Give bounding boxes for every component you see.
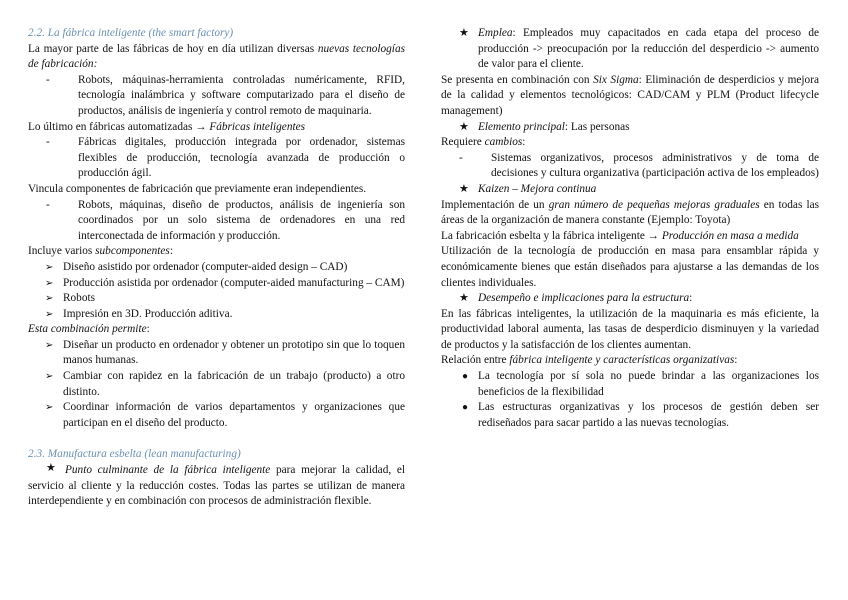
dash-marker: - [459, 151, 463, 164]
text: La fabricación esbelta y la fábrica inteligente → [441, 229, 662, 242]
star-list-item [28, 463, 405, 510]
arrow-bullet-icon: ➢ [45, 339, 54, 351]
text: La mayor parte de las fábricas de hoy en día utilizan diversas [28, 42, 318, 55]
star-list-item [441, 291, 819, 307]
text: : Eliminación de desperdicios y mejora de la calidad y elementos tecnológicos: CAD/CAM y PLM (Product lifecycle management) [441, 73, 819, 117]
text-italic: Desempeño e implicaciones para la estructura [478, 292, 690, 305]
list-text: La tecnología por sí sola no puede brindar a las organizaciones los beneficios de la flexibilidad [478, 370, 819, 398]
left-column [28, 26, 405, 510]
text: : [689, 292, 693, 305]
paragraph: En las fábricas inteligentes, la utilización de la maquinaria es más eficiente, la productividad laboral aumenta, las tasas de desperdicio disminuyen y la variedad de productos y la satisfacción de los clientes aumentan. [441, 307, 819, 351]
dash-marker: - [46, 198, 50, 211]
text-italic: Producción en masa a medida [661, 229, 799, 242]
bullet-list-item [441, 369, 819, 400]
list-text: Robots, máquinas-herramienta controladas numéricamente, RFID, tecnología inalámbrica y software computarizado para el diseño de productos, análisis de ingeniería y control remoto de maquinaria. [78, 73, 405, 117]
star-icon: ★ [46, 462, 56, 475]
paragraph [441, 353, 819, 369]
paragraph [28, 42, 405, 73]
text-italic: Six Sigma [593, 73, 639, 86]
spacer [28, 431, 405, 447]
text: : Empleados muy capacitados en cada etapa del proceso de producción -> preocupación por la reducción del desperdicio -> aumento de valor para el cliente. [478, 27, 819, 71]
arrow-list-item [28, 338, 405, 369]
text: en todas las áreas de la organización de manera constante (Ejemplo: Toyota) [441, 198, 819, 227]
arrow-list-item [28, 369, 405, 400]
list-text: Coordinar información de varios departamentos y organizaciones que participan en el diseño del producto. [63, 401, 405, 429]
dash-list-item [28, 73, 405, 120]
arrow-bullet-icon: ➢ [45, 308, 54, 320]
star-list-item [441, 120, 819, 136]
text: Implementación de un [441, 198, 549, 211]
paragraph [441, 73, 819, 120]
arrow-list-item [28, 276, 405, 292]
text: : [169, 245, 173, 258]
paragraph [28, 244, 405, 260]
text: Incluye varios [28, 245, 96, 258]
text: : [734, 354, 738, 367]
text-italic: Elemento principal [478, 120, 565, 133]
arrow-list-item [28, 260, 405, 276]
paragraph [441, 198, 819, 229]
list-text: Impresión en 3D. Producción aditiva. [63, 307, 233, 320]
right-column [441, 26, 819, 431]
paragraph [28, 322, 405, 338]
list-text: Sistemas organizativos, procesos administrativos y de toma de decisiones y cultura organizativa (participación activa de los empleados) [491, 151, 819, 180]
text-italic: nuevas tecnologías de fabricación: [28, 42, 405, 71]
text-italic: Emplea [478, 27, 513, 39]
list-text: Cambiar con rapidez en la fabricación de un trabajo (producto) a otro distinto. [63, 370, 405, 398]
dash-marker: - [46, 73, 50, 86]
arrow-list-item [28, 291, 405, 307]
star-icon: ★ [459, 182, 469, 195]
list-text: Fábricas digitales, producción integrada por ordenador, sistemas flexibles de producción, tecnología avanzada de producción o producción ágil. [78, 136, 405, 180]
bullet-dot-icon: ● [462, 402, 469, 414]
section-heading-2-2: 2.2. La fábrica inteligente (the smart factory) [28, 27, 234, 39]
text: Lo último en fábricas automatizadas → [28, 120, 210, 133]
bullet-dot-icon: ● [462, 371, 469, 383]
dash-list-item [28, 135, 405, 182]
section-heading-2-3: 2.3. Manufactura esbelta (lean manufacturing) [28, 448, 241, 461]
list-text: Diseñar un producto en ordenador y obtener un prototipo sin que lo toquen manos humanas. [63, 338, 405, 367]
text-italic: Kaizen – Mejora continua [478, 182, 597, 195]
text-italic: subcomponentes [95, 245, 170, 258]
text: : Las personas [564, 120, 630, 133]
arrow-bullet-icon: ➢ [45, 261, 54, 273]
paragraph [441, 135, 819, 151]
text: Requiere [441, 136, 485, 149]
list-text: Diseño asistido por ordenador (computer-aided design – CAD) [63, 260, 348, 273]
text-italic: Fábricas inteligentes [209, 120, 306, 133]
paragraph: Vincula componentes de fabricación que previamente eran independientes. [28, 182, 367, 195]
arrow-list-item [28, 307, 405, 323]
text: : [522, 136, 526, 149]
list-text: Robots [63, 292, 96, 305]
star-icon: ★ [459, 120, 469, 133]
arrow-bullet-icon: ➢ [45, 293, 54, 305]
paragraph: Utilización de la tecnología de producción en masa para ensamblar rápida y económicamente bienes que están diseñados para ajustarse a las demandas de los clientes individuales. [441, 245, 819, 289]
arrow-bullet-icon: ➢ [45, 402, 54, 414]
text: : [146, 323, 150, 336]
text: Relación entre [441, 354, 510, 367]
text-italic: gran número de pequeñas mejoras graduales [548, 198, 760, 211]
list-text: Las estructuras organizativas y los procesos de gestión deben ser rediseñados para sacar partido a las nuevas tecnologías. [478, 401, 819, 429]
bullet-list-item [441, 400, 819, 431]
star-list-item [441, 182, 819, 198]
list-text: Robots, máquinas, diseño de productos, análisis de ingeniería son coordinados por un solo sistema de ordenadores en una red interconectada de información y producción. [78, 198, 405, 242]
arrow-list-item [28, 400, 405, 431]
text: Se presenta en combinación con [441, 73, 594, 86]
star-icon: ★ [459, 292, 469, 305]
text-italic: Esta combinación permite [28, 323, 147, 336]
list-text: Producción asistida por ordenador (computer-aided manufacturing – CAM) [63, 276, 405, 289]
text-italic: cambios [484, 136, 523, 149]
star-list-item [441, 26, 819, 73]
paragraph [441, 229, 819, 245]
dash-list-item [441, 151, 819, 182]
dash-marker: - [46, 136, 50, 149]
text-italic: Punto culminante de la fábrica inteligente [65, 464, 271, 477]
text: para mejorar la calidad, el servicio al cliente y la reducción costes. Todas las partes se utilizan de manera interdependiente y en combinación con procesos de administración flexible. [28, 464, 405, 508]
arrow-bullet-icon: ➢ [45, 371, 54, 383]
arrow-bullet-icon: ➢ [45, 277, 54, 289]
text-italic: fábrica inteligente y características organizativas [509, 354, 735, 367]
star-icon: ★ [459, 27, 469, 39]
dash-list-item [28, 198, 405, 245]
paragraph [28, 120, 405, 136]
